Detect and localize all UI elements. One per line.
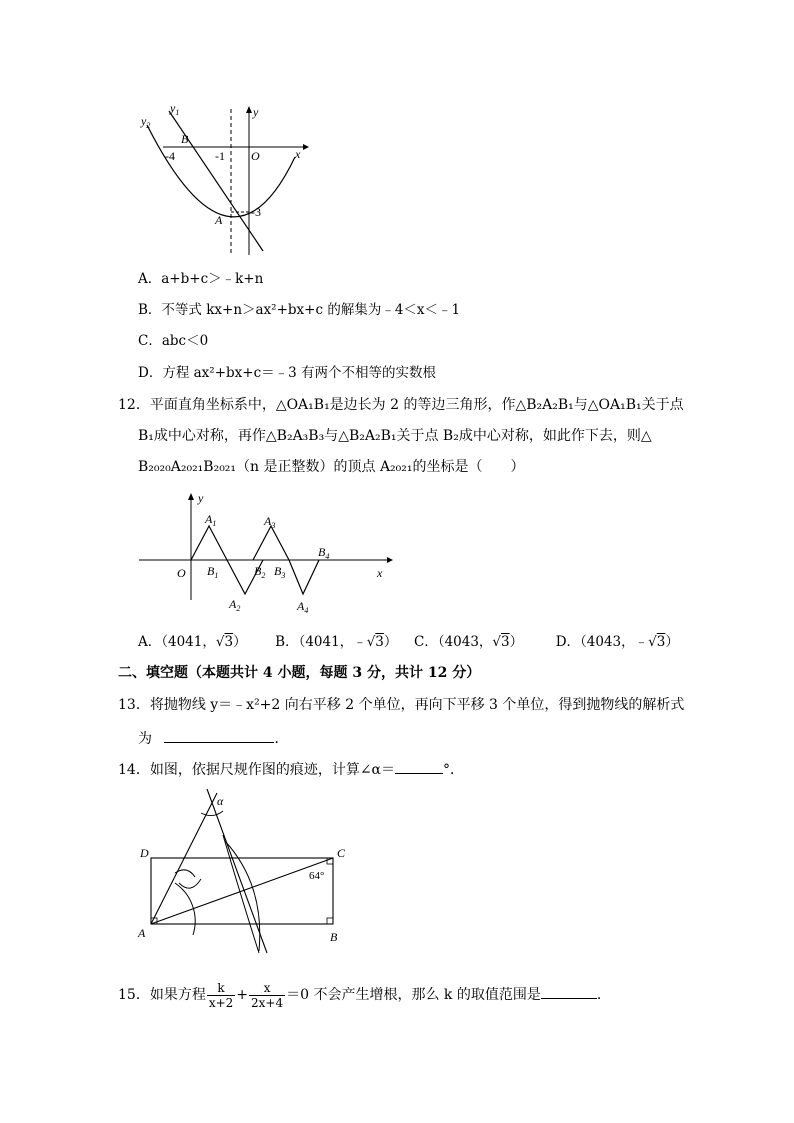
q14-text: 14．如图，依据尺规作图的痕迹，计算∠α＝ °． bbox=[118, 759, 464, 779]
fig1-minus3-label: -3 bbox=[251, 205, 261, 219]
fig3-c-label: C bbox=[337, 846, 346, 860]
fig3-alpha-label: α bbox=[217, 794, 224, 808]
q11-option-b: B．不等式 kx+n＞ax²+bx+c 的解集为﹣4＜x＜﹣1 bbox=[138, 302, 461, 318]
sqrt-3: √3 bbox=[366, 634, 384, 650]
fig3-d-label: D bbox=[140, 846, 149, 860]
fig2-x-label: x bbox=[377, 566, 383, 580]
figure-rectangle-construction bbox=[135, 785, 360, 955]
fig3-a-label: A bbox=[138, 926, 146, 940]
fig2-a2-label: $A_2$ bbox=[229, 597, 241, 613]
fig1-x-label: x bbox=[295, 147, 301, 161]
sqrt-3: √3 bbox=[215, 634, 234, 650]
q12-line-3: B₂₀₂₀A₂₀₂₁B₂₀₂₁（n 是正整数）的顶点 A₂₀₂₁的坐标是（ ） bbox=[138, 459, 525, 475]
q11-option-c: C．abc＜0 bbox=[138, 333, 209, 349]
q15-answer-blank[interactable] bbox=[541, 984, 597, 999]
fig1-minus1-label: -1 bbox=[215, 149, 225, 163]
q12-option-d: D．（4043，﹣√3） bbox=[555, 634, 679, 650]
q12-line-1: 12．平面直角坐标系中，△OA₁B₁是边长为 2 的等边三角形，作△B₂A₂B₁与△OA₁B₁关于点 bbox=[118, 397, 684, 413]
q14-answer-blank[interactable] bbox=[395, 759, 443, 774]
fig1-minus4-label: -4 bbox=[165, 149, 175, 163]
fig2-a3-label: $A_3$ bbox=[264, 514, 276, 530]
fig2-b4-label: $B_4$ bbox=[318, 545, 330, 561]
fig1-y2-label: $y_2$ bbox=[141, 114, 151, 130]
sqrt-3: √3 bbox=[648, 634, 666, 650]
fig2-a4-label: $A_4$ bbox=[297, 599, 309, 615]
q15-fraction-1: $\frac{k}{x+2}$ bbox=[208, 980, 234, 1010]
q12-option-a: A．（4041，√3） bbox=[138, 634, 247, 650]
fig2-y-label: y bbox=[198, 491, 204, 505]
fig2-o-label: O bbox=[177, 566, 186, 580]
section2-heading: 二、填空题（本题共计 4 小题，每题 3 分，共计 12 分） bbox=[118, 665, 481, 681]
fig3-b-label: B bbox=[330, 930, 338, 944]
q13-line-2: 为 ． bbox=[138, 728, 288, 748]
q15-text: 15．如果方程 $\frac{k}{x+2}$ + $\frac{x}{2x+4}$ ＝0 不会产生增根，那么 k 的取值范围是 ． bbox=[118, 980, 611, 1010]
q11-option-d: D．方程 ax²+bx+c＝﹣3 有两个不相等的实数根 bbox=[138, 365, 437, 381]
fig1-y-label: y bbox=[253, 105, 259, 119]
figure-parabola-line bbox=[135, 95, 315, 265]
fig2-b3-label: $B_3$ bbox=[274, 564, 286, 580]
q13-line-1: 13．将抛物线 y＝﹣x²+2 向右平移 2 个单位，再向下平移 3 个单位，得到抛物线的解析式 bbox=[118, 697, 685, 713]
figure-triangles bbox=[135, 488, 400, 620]
q12-options-row bbox=[138, 633, 679, 651]
sqrt-3: √3 bbox=[492, 634, 510, 650]
fig3-angle-label: 64° bbox=[309, 870, 325, 882]
fig1-a-label: A bbox=[215, 213, 223, 227]
q13-answer-blank[interactable] bbox=[164, 728, 274, 743]
q15-fraction-2: $\frac{x}{2x+4}$ bbox=[251, 980, 284, 1010]
fig1-y1-label: $y_1$ bbox=[170, 101, 180, 117]
fig2-b2-label: $B_2$ bbox=[254, 564, 266, 580]
q12-option-b: B．（4041，﹣√3） bbox=[275, 634, 398, 650]
q12-line-2: B₁成中心对称，再作△B₂A₃B₃与△B₂A₂B₁关于点 B₂成中心对称，如此作下去，则△ bbox=[138, 428, 652, 444]
fig2-b1-label: $B_1$ bbox=[207, 564, 219, 580]
q12-option-c: C．（4043，√3） bbox=[413, 634, 524, 650]
fig1-o-label: O bbox=[251, 149, 260, 163]
fig1-b-label: B bbox=[181, 132, 189, 146]
fig2-a1-label: $A_1$ bbox=[205, 512, 217, 528]
q11-option-a: A．a+b+c＞﹣k+n bbox=[138, 271, 264, 287]
